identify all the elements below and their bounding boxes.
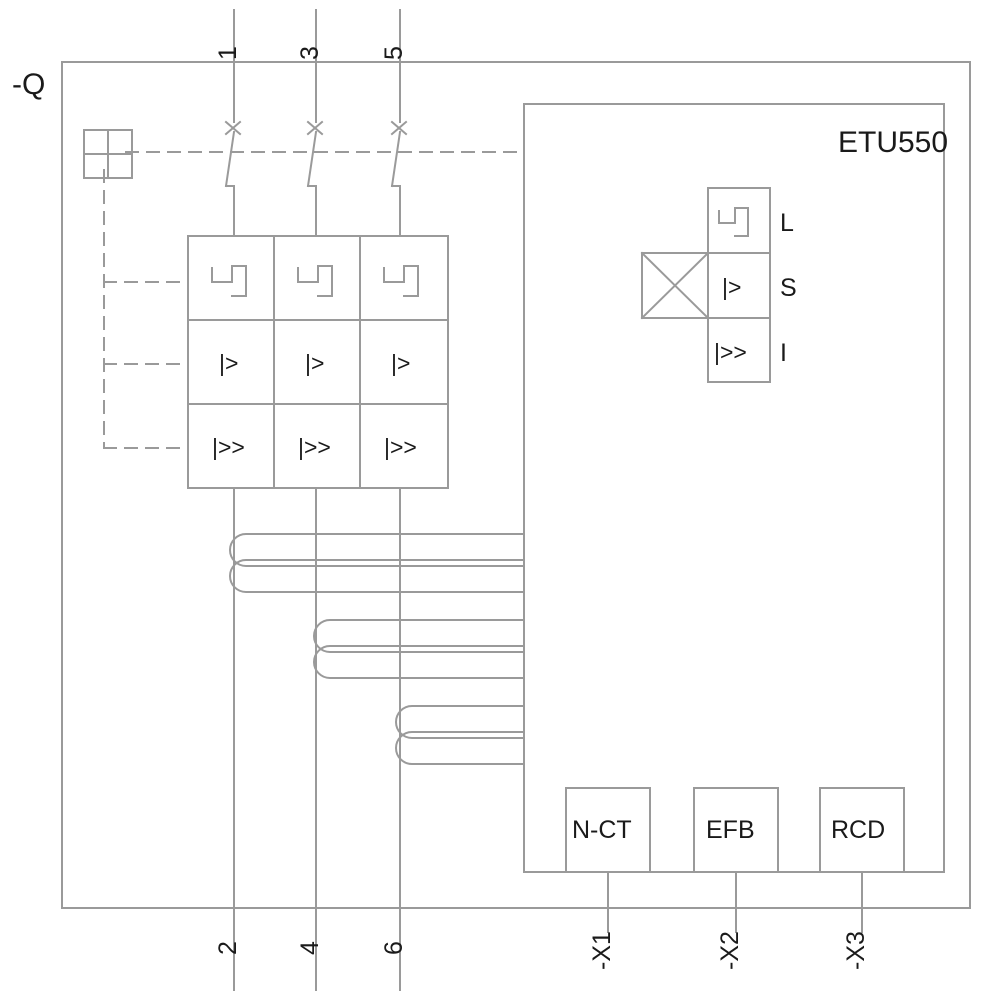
actuator-symbol bbox=[84, 130, 132, 178]
contact-blade-3 bbox=[308, 132, 316, 186]
module-label-efb: EFB bbox=[706, 816, 755, 844]
device-outline bbox=[62, 62, 970, 908]
overload-symbol-pole-2: |> bbox=[305, 350, 325, 376]
terminal-label-top-1: 1 bbox=[214, 46, 242, 60]
etu-row-label-i: I bbox=[780, 339, 787, 367]
module-label-rcd: RCD bbox=[831, 816, 886, 844]
contact-blade-1 bbox=[226, 132, 234, 186]
overload-symbol-pole-3: |> bbox=[391, 350, 411, 376]
device-tag-label: -Q bbox=[12, 68, 46, 101]
terminal-label-bottom-6: 6 bbox=[380, 941, 408, 955]
shortcircuit-symbol-pole-2: |>> bbox=[298, 434, 331, 460]
etu-trip-symbols bbox=[642, 188, 770, 382]
shortcircuit-symbol-pole-3: |>> bbox=[384, 434, 417, 460]
current-transformer-coils bbox=[230, 534, 524, 764]
module-terminal-x3: -X3 bbox=[842, 931, 870, 970]
terminal-label-top-5: 5 bbox=[380, 46, 408, 60]
contact-blade-5 bbox=[392, 132, 400, 186]
thermal-release-symbols bbox=[212, 266, 418, 296]
etu-row-label-l: L bbox=[780, 209, 794, 237]
terminal-label-bottom-2: 2 bbox=[214, 941, 242, 955]
terminal-label-bottom-4: 4 bbox=[296, 941, 324, 955]
etu-symbol-s: |> bbox=[722, 274, 742, 300]
module-label-n-ct: N-CT bbox=[572, 816, 632, 844]
module-terminal-x1: -X1 bbox=[588, 931, 616, 970]
etu-title-label: ETU550 bbox=[838, 126, 949, 159]
etu-symbol-i: |>> bbox=[714, 339, 747, 365]
overload-symbol-pole-1: |> bbox=[219, 350, 239, 376]
module-blocks bbox=[566, 788, 904, 932]
module-terminal-x2: -X2 bbox=[716, 931, 744, 970]
terminal-label-top-3: 3 bbox=[296, 46, 324, 60]
etu-row-label-s: S bbox=[780, 274, 797, 302]
shortcircuit-symbol-pole-1: |>> bbox=[212, 434, 245, 460]
